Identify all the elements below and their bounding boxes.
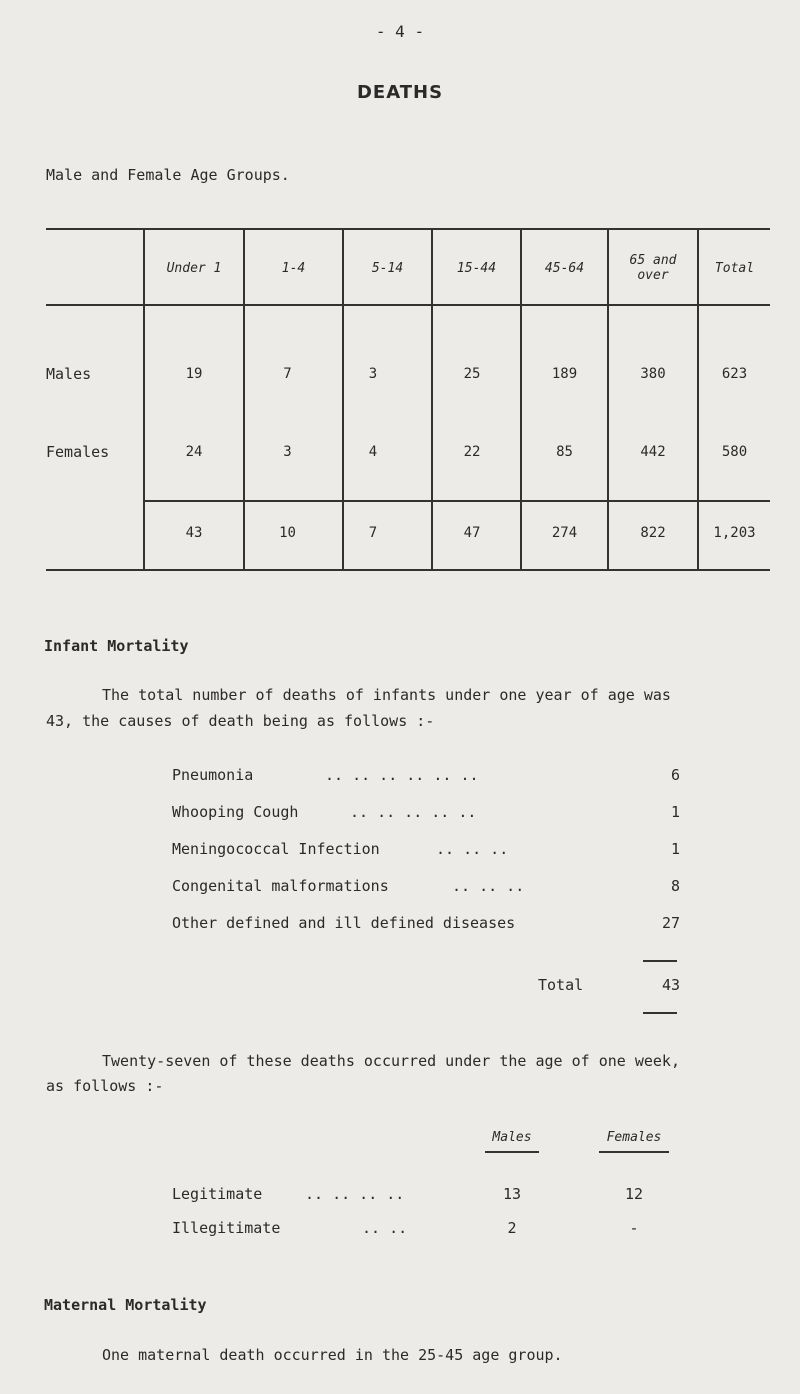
cause-count: 8 xyxy=(670,877,680,895)
header-underline xyxy=(485,1151,539,1153)
page-number: - 4 - xyxy=(375,22,425,41)
total-rule-top xyxy=(643,960,677,962)
paragraph-line: as follows :- xyxy=(46,1077,164,1095)
row-label-illegitimate: Illegitimate xyxy=(172,1219,281,1237)
leader-dots: .. .. .. .. .. xyxy=(350,803,477,821)
table-cell: 4 xyxy=(368,444,378,460)
paragraph-line: The total number of deaths of infants under one year of age was xyxy=(102,686,671,704)
cause-label: Other defined and ill defined diseases xyxy=(172,914,516,932)
table-top-rule xyxy=(46,228,770,230)
column-header: 45-64 xyxy=(544,260,585,276)
table-cell: 7 xyxy=(368,525,378,541)
column-header: 1-4 xyxy=(281,260,306,276)
table-cell: 623 xyxy=(721,366,748,382)
table-cell: 10 xyxy=(279,525,296,541)
table-cell: 442 xyxy=(640,444,666,460)
column-header: 15-44 xyxy=(456,260,497,276)
paragraph-line: 43, the causes of death being as follows :- xyxy=(46,712,435,730)
cause-label: Congenital malformations xyxy=(172,877,389,895)
table-col-divider xyxy=(607,228,609,571)
leader-dots: .. .. .. .. .. .. xyxy=(325,766,479,784)
cause-label: Meningococcal Infection xyxy=(172,840,380,858)
cause-label: Whooping Cough xyxy=(172,803,299,821)
males-value: 2 xyxy=(507,1219,517,1237)
females-value: 12 xyxy=(624,1185,644,1203)
column-header: 5-14 xyxy=(371,260,404,276)
table-cell: 19 xyxy=(185,366,203,382)
table-cell: 580 xyxy=(721,444,748,460)
total-value: 43 xyxy=(661,976,680,994)
row-label-males: Males xyxy=(46,365,92,383)
table-cell: 85 xyxy=(556,444,573,460)
table-header-rule xyxy=(46,304,770,306)
row-label-legitimate: Legitimate xyxy=(172,1185,263,1203)
table-cell: 3 xyxy=(368,366,378,382)
table-cell: 380 xyxy=(640,366,666,382)
header-underline xyxy=(599,1151,669,1153)
table-bottom-rule xyxy=(46,569,770,571)
section-heading-maternal-mortality: Maternal Mortality xyxy=(44,1296,207,1314)
table-cell: 47 xyxy=(463,525,481,541)
cause-count: 1 xyxy=(670,803,680,821)
leader-dots: .. .. .. xyxy=(436,840,509,858)
table-cell: 3 xyxy=(283,444,292,460)
table-cell: 43 xyxy=(185,525,203,541)
column-header: Under 1 xyxy=(166,260,222,276)
cause-count: 6 xyxy=(670,766,680,784)
cause-count: 27 xyxy=(661,914,680,932)
table-cell: 1,203 xyxy=(713,525,756,541)
cause-label: Pneumonia xyxy=(172,766,254,784)
column-header-males: Males xyxy=(492,1130,532,1145)
table-cell: 22 xyxy=(463,444,481,460)
females-value: - xyxy=(629,1219,639,1237)
row-label-females: Females xyxy=(46,443,110,461)
leader-dots: .. .. .. xyxy=(452,877,525,895)
column-header-females: Females xyxy=(606,1130,662,1145)
males-value: 13 xyxy=(502,1185,522,1203)
leader-dots: .. .. .. .. xyxy=(305,1185,405,1203)
paragraph-line: Twenty-seven of these deaths occurred under the age of one week, xyxy=(102,1052,680,1070)
column-header: Total xyxy=(714,260,755,276)
table-cell: 274 xyxy=(551,525,578,541)
section-heading-infant-mortality: Infant Mortality xyxy=(44,637,189,655)
table-cell: 25 xyxy=(463,366,481,382)
leader-dots: .. .. xyxy=(362,1219,408,1237)
total-rule-bottom xyxy=(643,1012,677,1014)
table-total-rule xyxy=(143,500,770,502)
total-label: Total xyxy=(538,976,584,994)
table-cell: 7 xyxy=(283,366,292,382)
table-cell: 189 xyxy=(551,366,578,382)
column-header: 65 and over xyxy=(629,253,677,283)
cause-count: 1 xyxy=(670,840,680,858)
paragraph-line: One maternal death occurred in the 25-45 age group. xyxy=(102,1346,563,1364)
table-cell: 24 xyxy=(185,444,203,460)
table-cell: 822 xyxy=(640,525,666,541)
table-caption: Male and Female Age Groups. xyxy=(46,166,290,184)
page-title: DEATHS xyxy=(356,82,444,103)
